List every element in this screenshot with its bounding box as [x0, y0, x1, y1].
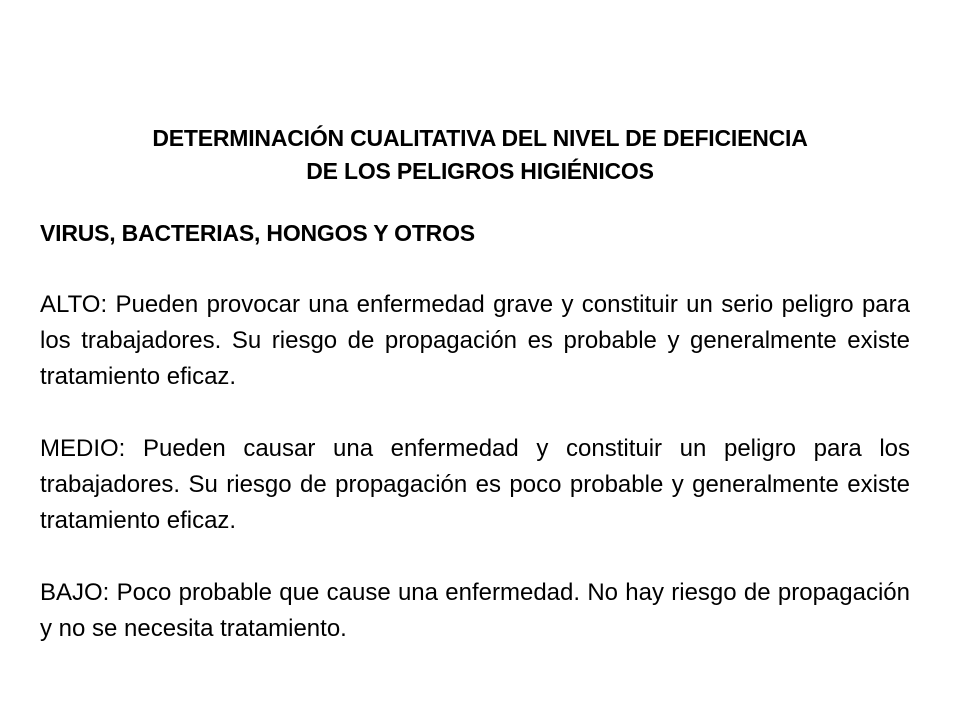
slide-title	[40, 122, 920, 188]
paragraph-bajo: BAJO: Poco probable que cause una enfermedad. No hay riesgo de propagación y no se necesita tratamiento.	[40, 579, 910, 642]
section-subtitle: VIRUS, BACTERIAS, HONGOS Y OTROS	[40, 220, 475, 246]
paragraph-alto: ALTO: Pueden provocar una enfermedad grave y constituir un serio peligro para los trabajadores. Su riesgo de propagación es probable y generalmente existe tratamiento eficaz.	[40, 291, 910, 390]
paragraph-medio: MEDIO: Pueden causar una enfermedad y constituir un peligro para los trabajadores. Su riesgo de propagación es poco probable y generalmente existe tratamiento eficaz.	[40, 435, 910, 534]
slide-title-line-1: DETERMINACIÓN CUALITATIVA DEL NIVEL DE DEFICIENCIA	[152, 125, 808, 151]
slide-title-line-2: DE LOS PELIGROS HIGIÉNICOS	[306, 158, 654, 184]
slide-body	[40, 215, 910, 647]
